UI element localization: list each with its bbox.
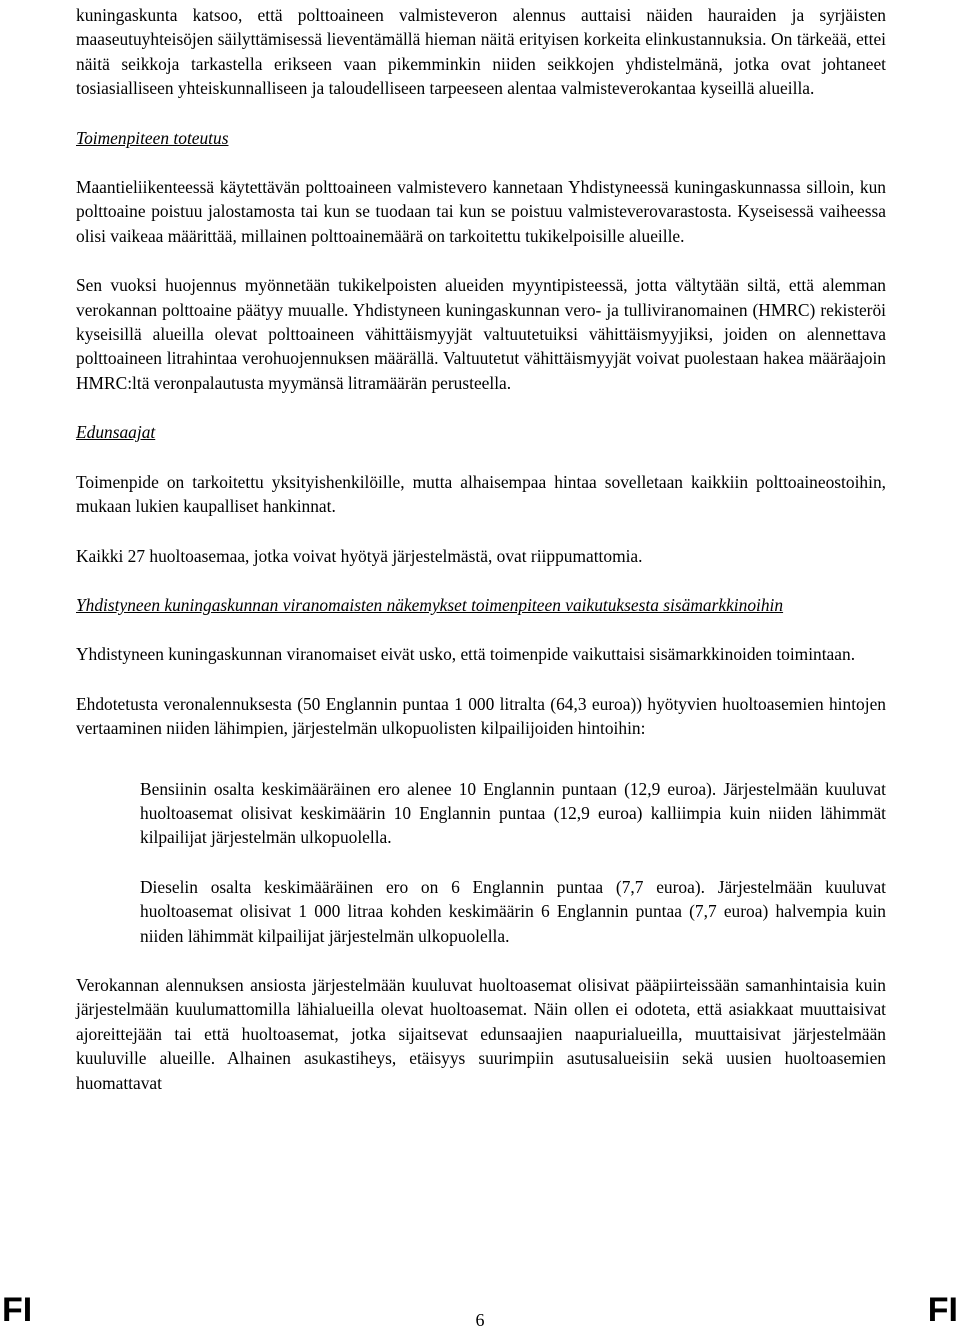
paragraph-ei-vaikutusta: Yhdistyneen kuningaskunnan viranomaiset eivät usko, että toimenpide vaikuttaisi sisämarkkinoiden toimintaan. bbox=[76, 644, 856, 665]
paragraph-bensiini: Bensiinin osalta keskimääräinen ero alenee 10 Englannin puntaan (12,9 euroa). Järjestelmään kuuluvat huoltoasemat olisivat keskimäärin 10 Englannin puntaa (12,9 euroa) kalliimpia kuin niiden lähimmät kilpailijat järjestelmän ulkopuolella. bbox=[140, 778, 886, 848]
heading-edunsaajat: Edunsaajat bbox=[76, 422, 156, 443]
document-body bbox=[76, 0, 886, 1095]
paragraph-elinkustannukset: kuningaskunta katsoo, että polttoaineen valmisteveron alennus auttaisi näiden hauraiden ja syrjäisten maaseutuyhteisöjen säilyttämisessä lieventämällä hieman näitä erityisen korkeita elinkustannuksia. On tärkeää, ettei näitä seikkoja tarkastella erikseen vaan pikemminkin niiden seikkojen yhdistelmänä, jotka ovat johtaneet tosiasialliseen yhteiskunnalliseen ja taloudelliseen tarpeeseen alentaa valmisteverokantaa kyseillä alueilla. bbox=[76, 5, 886, 99]
footer-language-code-left: FI bbox=[2, 1291, 33, 1329]
heading-toimenpiteen-toteutus: Toimenpiteen toteutus bbox=[76, 127, 229, 148]
paragraph-yksityishenkilot: Toimenpide on tarkoitettu yksityishenkilöille, mutta alhaisempaa hintaa sovelletaan kaikkiin polttoaineostoihin, mukaan lukien kaupalliset hankinnat. bbox=[76, 471, 886, 517]
paragraph-huojennus-myyntipisteessa: Sen vuoksi huojennus myönnetään tukikelpoisten alueiden myyntipisteessä, jotta vältytään siltä, että alemman verokannan polttoaine päätyy muualle. Yhdistyneen kuningaskunnan vero- ja tulliviranomainen (HMRC) rekisteröi kyseisillä alueilla olevat polttoaineen vähittäismyyjät valtuutetuiksi vähittäismyyjiksi, joiden on alennettava polttoaineen litrahintaa verohuojennuksen määrällä. Valtuutetut vähittäismyyjät voivat puolestaan hakea määräajoin HMRC:ltä veronpalautusta myymänsä litramäärän perusteella. bbox=[76, 275, 886, 393]
paragraph-diesel: Dieselin osalta keskimääräinen ero on 6 Englannin puntaa (7,7 euroa). Järjestelmään kuuluvat huoltoasemat olisivat 1 000 litraa kohden keskimäärin 6 Englannin puntaa (7,7 euroa) halvempia kuin niiden lähimmät kilpailijat järjestelmän ulkopuolella. bbox=[140, 876, 886, 946]
heading-sisamarkkinavaikutus: Yhdistyneen kuningaskunnan viranomaisten näkemykset toimenpiteen vaikutuksesta sisämarkkinoihin bbox=[76, 594, 784, 615]
paragraph-verokannan-alennus: Verokannan alennuksen ansiosta järjestelmään kuuluvat huoltoasemat olisivat pääpiirteissään samanhintaisia kuin järjestelmään kuulumattomilla lähialueilla olevat huoltoasemat. Näin ollen ei odoteta, että asiakkaat muuttaisivat ajoreittejään tai että huoltoasemat, jotka sijaitsevat edunsaajien naapurialueilla, muuttaisivat järjestelmään kuuluville alueille. Alhainen asukastiheys, etäisyys suurimpiin asutusalueisiin sekä uusien huoltoasemien huomattavat bbox=[76, 974, 886, 1093]
paragraph-hintavertailu: Ehdotetusta veronalennuksesta (50 Englannin puntaa 1 000 litralta (64,3 euroa)) hyötyvien huoltoasemien hintojen vertaaminen niiden lähimpien, järjestelmän ulkopuolisten kilpailijoiden hintoihin: bbox=[76, 693, 886, 739]
page-number: 6 bbox=[475, 1310, 485, 1330]
footer-language-code-right: FI bbox=[927, 1291, 958, 1329]
paragraph-riippumattomat-huoltoasemat: Kaikki 27 huoltoasemaa, jotka voivat hyötyä järjestelmästä, ovat riippumattomia. bbox=[76, 545, 643, 566]
paragraph-valmistevero-kantaminen: Maantieliikenteessä käytettävän polttoaineen valmistevero kannetaan Yhdistyneessä kuningaskunnassa silloin, kun polttoaine poistuu jalostamosta tai kun se tuodaan tai kun se poistuu valmisteverovarastosta. Kyseisessä vaiheessa olisi vaikeaa määrittää, millainen polttoainemäärä on tarkoitettu tukikelpoisille alueille. bbox=[76, 177, 886, 246]
